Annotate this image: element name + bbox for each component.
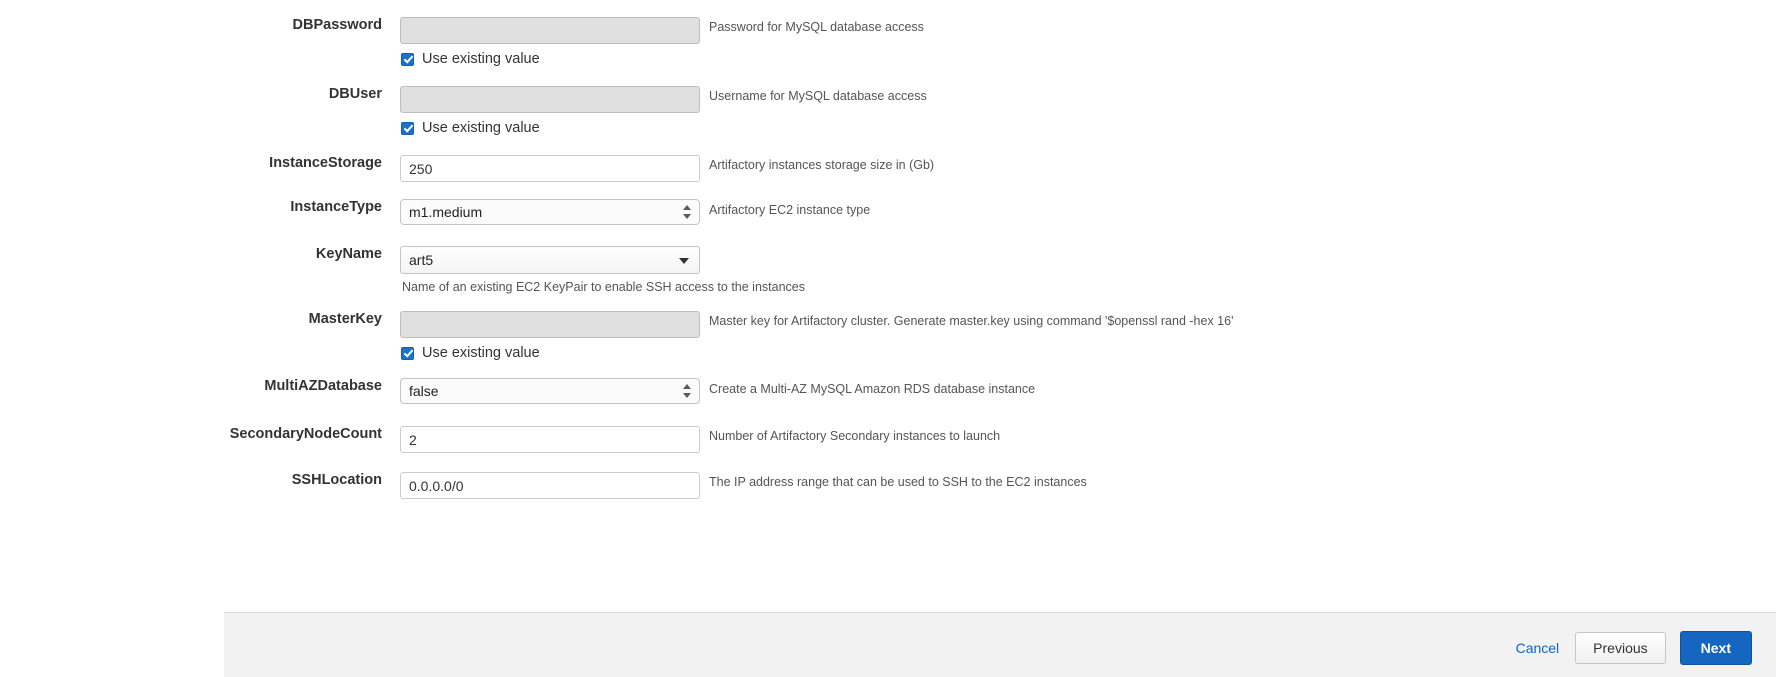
parameter-control-dbuser — [400, 86, 700, 136]
previous-button[interactable]: Previous — [1575, 632, 1665, 664]
dbpassword-use-existing-label: Use existing value — [422, 51, 540, 67]
stepper-arrows-icon[interactable] — [683, 204, 692, 220]
keyname-selected-value: art5 — [409, 252, 434, 268]
parameter-row-sshlocation — [0, 472, 1087, 499]
parameter-row-instancestorage — [0, 155, 934, 182]
parameter-control-instancetype — [400, 199, 700, 225]
parameter-label-multiazdatabase: MultiAZDatabase — [264, 378, 382, 394]
parameter-description-sshlocation: The IP address range that can be used to SSH to the EC2 instances — [709, 475, 1087, 489]
dbuser-use-existing-checkbox[interactable] — [401, 122, 414, 135]
parameter-label-dbpassword: DBPassword — [292, 17, 382, 33]
dbpassword-use-existing-checkbox[interactable] — [401, 53, 414, 66]
parameter-description-instancestorage: Artifactory instances storage size in (Gb) — [709, 158, 935, 172]
parameter-control-dbpassword — [400, 17, 700, 67]
dbuser-input[interactable] — [400, 86, 700, 113]
instancestorage-input[interactable] — [400, 155, 700, 182]
form-footer — [224, 612, 1776, 677]
dbuser-use-existing-row[interactable] — [401, 120, 700, 136]
secondarynodecount-input[interactable] — [400, 426, 700, 453]
parameter-description-keyname: Name of an existing EC2 KeyPair to enable SSH access to the instances — [402, 280, 805, 294]
parameter-label-keyname: KeyName — [315, 246, 382, 262]
parameter-label-masterkey: MasterKey — [308, 311, 382, 327]
stepper-arrows-icon[interactable] — [683, 383, 692, 399]
dbuser-use-existing-label: Use existing value — [422, 120, 540, 136]
parameter-description-instancetype: Artifactory EC2 instance type — [709, 203, 871, 217]
parameter-label-dbuser: DBUser — [328, 86, 382, 102]
footer-actions — [1514, 631, 1752, 665]
parameter-label-instancetype: InstanceType — [290, 199, 382, 215]
parameter-row-masterkey — [0, 311, 1233, 361]
instancetype-select[interactable] — [400, 199, 700, 225]
parameter-label-sshlocation: SSHLocation — [291, 472, 382, 488]
parameter-description-dbuser: Username for MySQL database access — [709, 89, 927, 103]
parameter-row-secondarynodecount — [0, 426, 1000, 453]
parameter-description-dbpassword: Password for MySQL database access — [709, 20, 924, 34]
dbpassword-input[interactable] — [400, 17, 700, 44]
parameter-label-instancestorage: InstanceStorage — [269, 155, 382, 171]
parameter-description-multiazdatabase: Create a Multi-AZ MySQL Amazon RDS database instance — [709, 382, 1036, 396]
cancel-button[interactable]: Cancel — [1515, 640, 1560, 656]
parameter-row-keyname — [0, 246, 805, 294]
instancetype-selected-value: m1.medium — [409, 204, 483, 220]
parameter-control-instancestorage — [400, 155, 700, 182]
masterkey-use-existing-label: Use existing value — [422, 345, 540, 361]
parameter-control-sshlocation — [400, 472, 700, 499]
multiazdatabase-selected-value: false — [409, 383, 439, 399]
parameter-row-dbuser — [0, 86, 927, 136]
parameter-description-secondarynodecount: Number of Artifactory Secondary instances to launch — [709, 429, 1001, 443]
masterkey-use-existing-row[interactable] — [401, 345, 700, 361]
masterkey-input[interactable] — [400, 311, 700, 338]
multiazdatabase-select[interactable] — [400, 378, 700, 404]
parameter-control-multiazdatabase — [400, 378, 700, 404]
parameter-control-secondarynodecount — [400, 426, 700, 453]
chevron-down-icon[interactable] — [679, 258, 689, 264]
parameter-control-masterkey — [400, 311, 700, 361]
parameter-row-dbpassword — [0, 17, 924, 67]
dbpassword-use-existing-row[interactable] — [401, 51, 700, 67]
parameter-control-keyname — [400, 246, 805, 294]
sshlocation-input[interactable] — [400, 472, 700, 499]
masterkey-use-existing-checkbox[interactable] — [401, 347, 414, 360]
parameter-row-multiazdatabase — [0, 378, 1035, 404]
keyname-select[interactable] — [400, 246, 700, 274]
parameter-row-instancetype — [0, 199, 870, 225]
parameter-description-masterkey: Master key for Artifactory cluster. Generate master.key using command '$openssl rand -hex 16' — [709, 314, 1234, 328]
parameter-label-secondarynodecount: SecondaryNodeCount — [229, 426, 382, 442]
next-button[interactable]: Next — [1680, 631, 1752, 665]
